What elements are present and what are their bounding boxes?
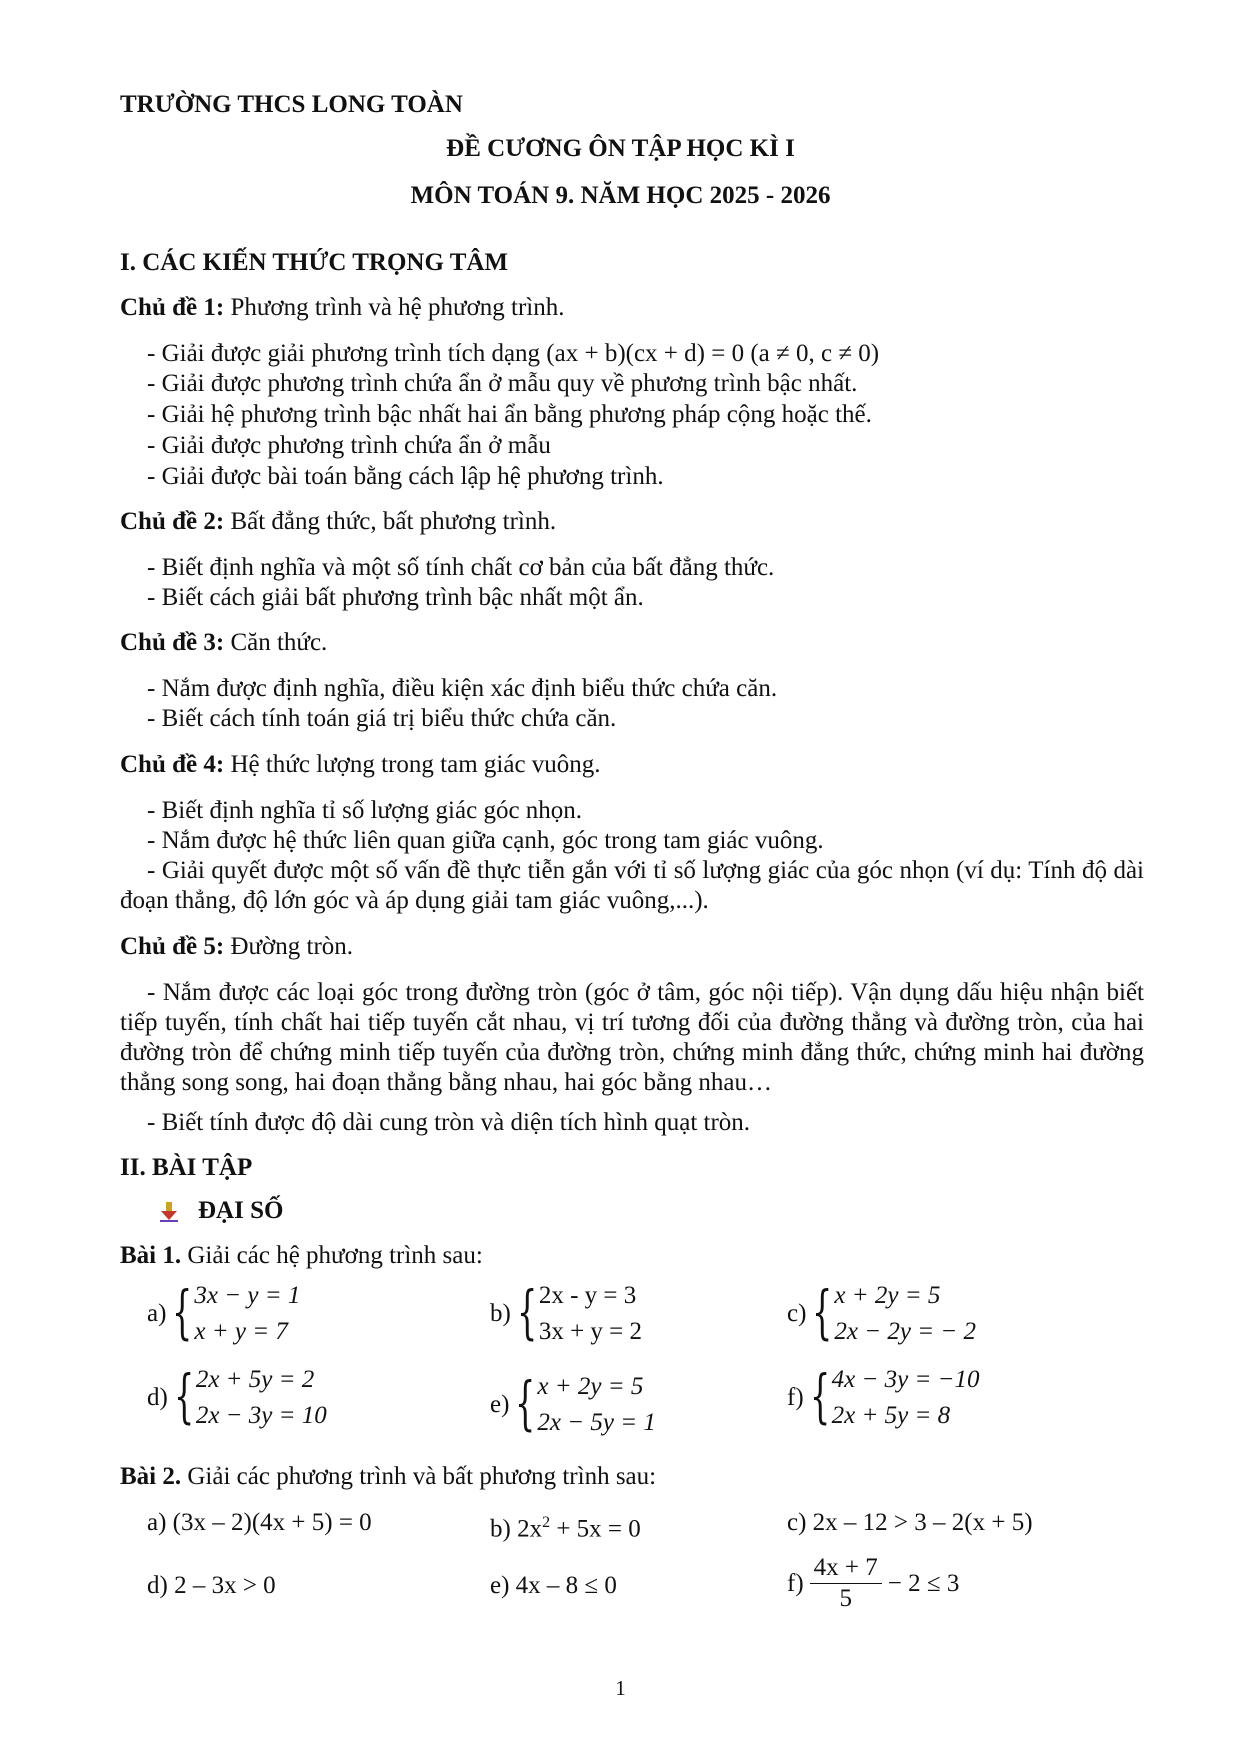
list-item: - Giải được bài toán bằng cách lập hệ phương trình.	[147, 463, 664, 490]
inequality-f	[787, 1553, 959, 1614]
inequality-rest: − 2 ≤ 3	[887, 1569, 960, 1597]
section1-heading: I. CÁC KIẾN THỨC TRỌNG TÂM	[120, 249, 509, 276]
algebra-label: ĐẠI SỐ	[198, 1197, 284, 1224]
topic-title: Hệ thức lượng trong tam giác vuông.	[224, 751, 601, 778]
exponent: 2	[542, 1514, 551, 1531]
equation: 2x − 2y = − 2	[834, 1318, 976, 1345]
topic-title: Căn thức.	[224, 629, 328, 656]
equation-b	[490, 1508, 641, 1544]
fraction-numerator: 4x + 7	[810, 1553, 882, 1584]
algebra-subheading	[158, 1196, 283, 1226]
page-number: 1	[615, 1676, 626, 1700]
list-item: - Biết định nghĩa tỉ số lượng giác góc nhọn.	[147, 797, 583, 824]
exercise-1-heading	[120, 1241, 483, 1271]
topic-title: Phương trình và hệ phương trình.	[224, 294, 565, 321]
equation: 3x − y = 1	[194, 1282, 301, 1309]
list-item: - Giải được giải phương trình tích dạng (ax + b)(cx + d) = 0 (a ≠ 0, c ≠ 0)	[147, 340, 880, 367]
equation: 2x + 5y = 2	[195, 1366, 315, 1393]
exercise-label: Bài 2.	[120, 1463, 182, 1490]
topic-3-heading	[120, 628, 327, 658]
equation: 2x - y = 3	[538, 1282, 637, 1309]
system-f	[787, 1362, 979, 1434]
topic-label: Chủ đề 3:	[120, 629, 225, 656]
topic-4-heading	[120, 750, 601, 780]
system-label: f)	[787, 1384, 804, 1411]
topic-2-heading	[120, 507, 556, 537]
left-brace-icon: {	[515, 1369, 536, 1437]
list-item: - Nắm được các loại góc trong đường tròn (góc ở tâm, góc nội tiếp). Vận dụng dấu hiệu nhận biết tiếp tuyến, tính chất hai tiếp tuyến cắt nhau, vị trí tương đối của đường thẳng và đường tròn, của hai đường tròn để chứng minh tiếp tuyến của đường tròn, chứng minh đẳng thức, chứng minh hai đường thẳng song song, hai đoạn thẳng bằng nhau, hai góc bằng nhau…	[120, 979, 1144, 1096]
list-item: - Nắm được hệ thức liên quan giữa cạnh, góc trong tam giác vuông.	[147, 827, 824, 854]
left-brace-icon: {	[172, 1278, 193, 1346]
exercise-text: Giải các phương trình và bất phương trình sau:	[181, 1463, 657, 1490]
system-d	[147, 1362, 327, 1434]
system-label: a)	[147, 1300, 167, 1327]
document-subtitle: MÔN TOÁN 9. NĂM HỌC 2025 - 2026	[410, 182, 831, 209]
equation: x + 2y = 5	[537, 1373, 644, 1400]
inequality-c: c) 2x – 12 > 3 – 2(x + 5)	[787, 1509, 1033, 1536]
left-brace-icon: {	[809, 1362, 830, 1430]
topic-label: Chủ đề 2:	[120, 508, 225, 535]
system-label: e)	[490, 1391, 510, 1418]
topic-label: Chủ đề 5:	[120, 933, 225, 960]
fraction	[810, 1553, 882, 1614]
inequality-e: e) 4x – 8 ≤ 0	[490, 1572, 617, 1599]
left-brace-icon: {	[516, 1278, 538, 1346]
exercise-text: Giải các hệ phương trình sau:	[181, 1242, 483, 1269]
topic-1-heading	[120, 293, 565, 323]
equation: x + y = 7	[194, 1318, 288, 1345]
list-item: - Nắm được định nghĩa, điều kiện xác định biểu thức chứa căn.	[147, 675, 778, 702]
list-item: - Biết cách tính toán giá trị biểu thức chứa căn.	[147, 705, 617, 732]
system-label: b)	[490, 1300, 511, 1327]
equation: 2x + 5y = 8	[831, 1402, 951, 1429]
system-c	[787, 1278, 976, 1350]
equation: x + 2y = 5	[834, 1282, 941, 1309]
exercise-2-heading	[120, 1462, 656, 1492]
section2-heading: II. BÀI TẬP	[120, 1154, 253, 1181]
topic-label: Chủ đề 4:	[120, 751, 225, 778]
exercise-label: Bài 1.	[120, 1242, 182, 1269]
equation-a: a) (3x – 2)(4x + 5) = 0	[147, 1509, 372, 1536]
item-label: f)	[787, 1569, 804, 1597]
list-item: - Giải được phương trình chứa ẩn ở mẫu quy về phương trình bậc nhất.	[147, 370, 858, 397]
system-a	[147, 1278, 300, 1350]
system-label: d)	[147, 1384, 168, 1411]
list-item: - Biết cách giải bất phương trình bậc nhất một ẩn.	[147, 584, 644, 611]
school-name: TRƯỜNG THCS LONG TOÀN	[120, 91, 463, 118]
document-title: ĐỀ CƯƠNG ÔN TẬP HỌC KÌ I	[446, 135, 795, 162]
down-arrow-bullet-icon	[158, 1201, 180, 1223]
equation: 4x − 3y = −10	[831, 1366, 980, 1393]
topic-label: Chủ đề 1:	[120, 294, 225, 321]
list-item: - Biết định nghĩa và một số tính chất cơ bản của bất đẳng thức.	[147, 554, 775, 581]
list-item: - Giải quyết được một số vấn đề thực tiễn gắn với tỉ số lượng giác của góc nhọn (ví dụ: Tính độ dài đoạn thẳng, độ lớn góc và áp dụng giải tam giác vuông,...).	[120, 857, 1144, 914]
topic-5-heading	[120, 932, 353, 962]
equation: 2x − 5y = 1	[537, 1409, 656, 1436]
system-e	[490, 1369, 656, 1441]
fraction-denominator: 5	[839, 1585, 852, 1612]
topic-title: Đường tròn.	[224, 933, 354, 960]
system-label: c)	[787, 1300, 807, 1327]
topic-title: Bất đẳng thức, bất phương trình.	[224, 508, 557, 535]
list-item: - Giải được phương trình chứa ẩn ở mẫu	[147, 432, 551, 459]
equation: 2x − 3y = 10	[195, 1402, 327, 1429]
equation-part: + 5x = 0	[550, 1515, 641, 1543]
list-item: - Biết tính được độ dài cung tròn và diện tích hình quạt tròn.	[147, 1109, 751, 1136]
left-brace-icon: {	[173, 1362, 195, 1430]
inequality-d: d) 2 – 3x > 0	[147, 1572, 276, 1599]
equation-part: b) 2x	[490, 1515, 543, 1543]
equation: 3x + y = 2	[538, 1318, 643, 1345]
system-b	[490, 1278, 642, 1350]
left-brace-icon: {	[812, 1278, 833, 1346]
list-item: - Giải hệ phương trình bậc nhất hai ẩn bằng phương pháp cộng hoặc thế.	[147, 401, 872, 428]
